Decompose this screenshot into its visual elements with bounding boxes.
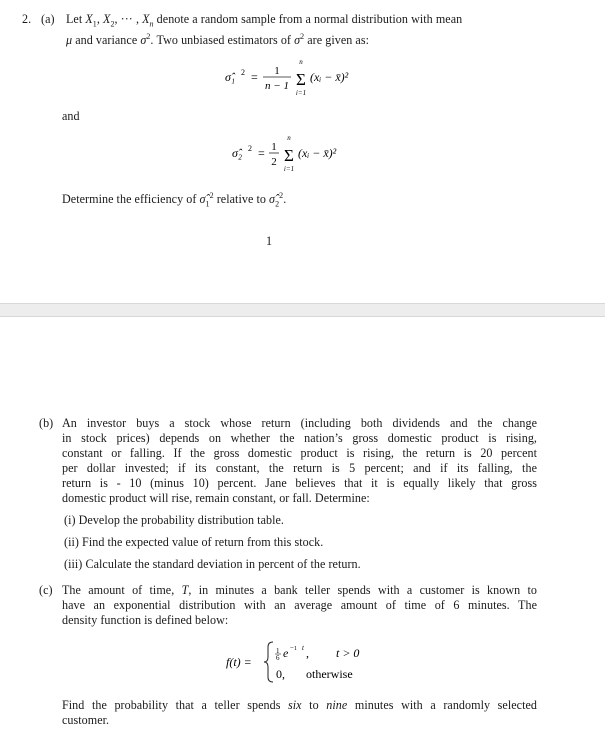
part-c-task-line-1: Find the probability that a teller spends six to nine minutes with a randomly selected <box>62 698 537 712</box>
part-c-line-2: have an exponential distribution with an average amount of time of 6 minutes. The <box>62 598 537 612</box>
part-b-label: (b) <box>39 416 54 430</box>
part-c-line-3: density function is defined below: <box>62 613 229 627</box>
eq2-sum-upper: n <box>287 134 291 142</box>
pdf-exponent: −1 <box>290 644 297 652</box>
part-c-task-line-2: customer. <box>62 713 110 727</box>
question-number: 2. <box>22 12 32 26</box>
part-b-item-ii: (ii) Find the expected value of return from this stock. <box>64 535 324 549</box>
eq1-denominator: n − 1 <box>265 80 289 92</box>
page-separator <box>0 303 605 317</box>
part-b-line-2: in stock prices) depends on whether the nation’s gross domestic product is rising, <box>62 431 537 445</box>
eq1-summand: (xᵢ − x̄)² <box>310 70 349 84</box>
eq1-equals: = <box>251 70 258 84</box>
pdf-exp-base: e <box>283 646 289 660</box>
eq2-sigma-icon: Σ <box>284 146 294 165</box>
part-c-line-1: The amount of time, T, in minutes a bank teller spends with a customer is known to <box>62 583 538 597</box>
left-brace-icon <box>264 642 273 682</box>
eq2-numerator: 1 <box>271 141 277 153</box>
page-1 <box>0 0 605 303</box>
eq2-equals: = <box>258 146 265 160</box>
part-b-line-6: domestic product will rise, remain constant, or fall. Determine: <box>62 491 370 505</box>
page-number: 1 <box>266 234 273 248</box>
svg-text:t: t <box>302 644 304 652</box>
part-a-intro-line-2: μ and variance $\sigma^2$. Two unbiased estimators of $\sigma^2$ are given as: <box>66 32 369 48</box>
eq1-sigma-icon: Σ <box>296 70 306 89</box>
eq1-sum-upper: n <box>299 58 303 66</box>
part-a-task: Determine the efficiency of $\sigmâ_1^2$ relative to $\sigmâ_2^2$. <box>62 191 287 209</box>
part-a-label: (a) <box>41 12 55 26</box>
estimator-1-equation <box>225 56 385 100</box>
pdf-case-1-condition: t > 0 <box>336 646 360 660</box>
part-b-line-4: per dollar invested; if its constant, the return is 5 percent; and if its falling, the <box>62 461 537 475</box>
part-a-intro-line-1: Let $X_1$, $X_2$, ··· , $X_n$ denote a random sample from a normal distribution with mean <box>66 12 463 29</box>
pdf-frac-num: 1 <box>276 647 280 655</box>
pdf-case-2-value: 0, <box>276 667 285 681</box>
eq2-summand: (xᵢ − x̄)² <box>298 146 337 160</box>
part-b-item-i: (i) Develop the probability distribution table. <box>64 513 284 527</box>
eq1-sum-lower: i=1 <box>295 89 307 97</box>
part-b-item-iii: (iii) Calculate the standard deviation in percent of the return. <box>64 557 361 571</box>
pdf-lhs: f(t) = <box>226 655 252 669</box>
and-label: and <box>62 109 80 123</box>
pdf-frac-den: 6 <box>276 654 280 662</box>
part-c-label: (c) <box>39 583 53 597</box>
eq1-numerator: 1 <box>274 65 280 77</box>
eq2-lhs: σ̂₂ <box>232 146 243 160</box>
part-b-line-5: return is - 10 (minus 10) percent. Jane believes that it is equally likely that gross <box>62 476 537 490</box>
estimator-2-equation <box>232 133 382 177</box>
svg-text:,: , <box>306 646 309 660</box>
part-b-line-1: An investor buys a stock whose return (including both dividends and the change <box>62 416 537 430</box>
eq1-lhs: σ̂₁ <box>225 70 236 84</box>
eq2-denominator: 2 <box>271 156 277 168</box>
eq2-sum-lower: i=1 <box>283 165 295 173</box>
part-b-line-3: constant or falling. If the gross domestic product is rising, the return is 20 percent <box>62 446 537 460</box>
eq2-square: 2 <box>248 144 252 153</box>
pdf-case-2-condition: otherwise <box>306 667 353 681</box>
page-2 <box>0 317 605 739</box>
pdf-equation <box>226 637 386 687</box>
eq1-square: 2 <box>241 68 245 77</box>
